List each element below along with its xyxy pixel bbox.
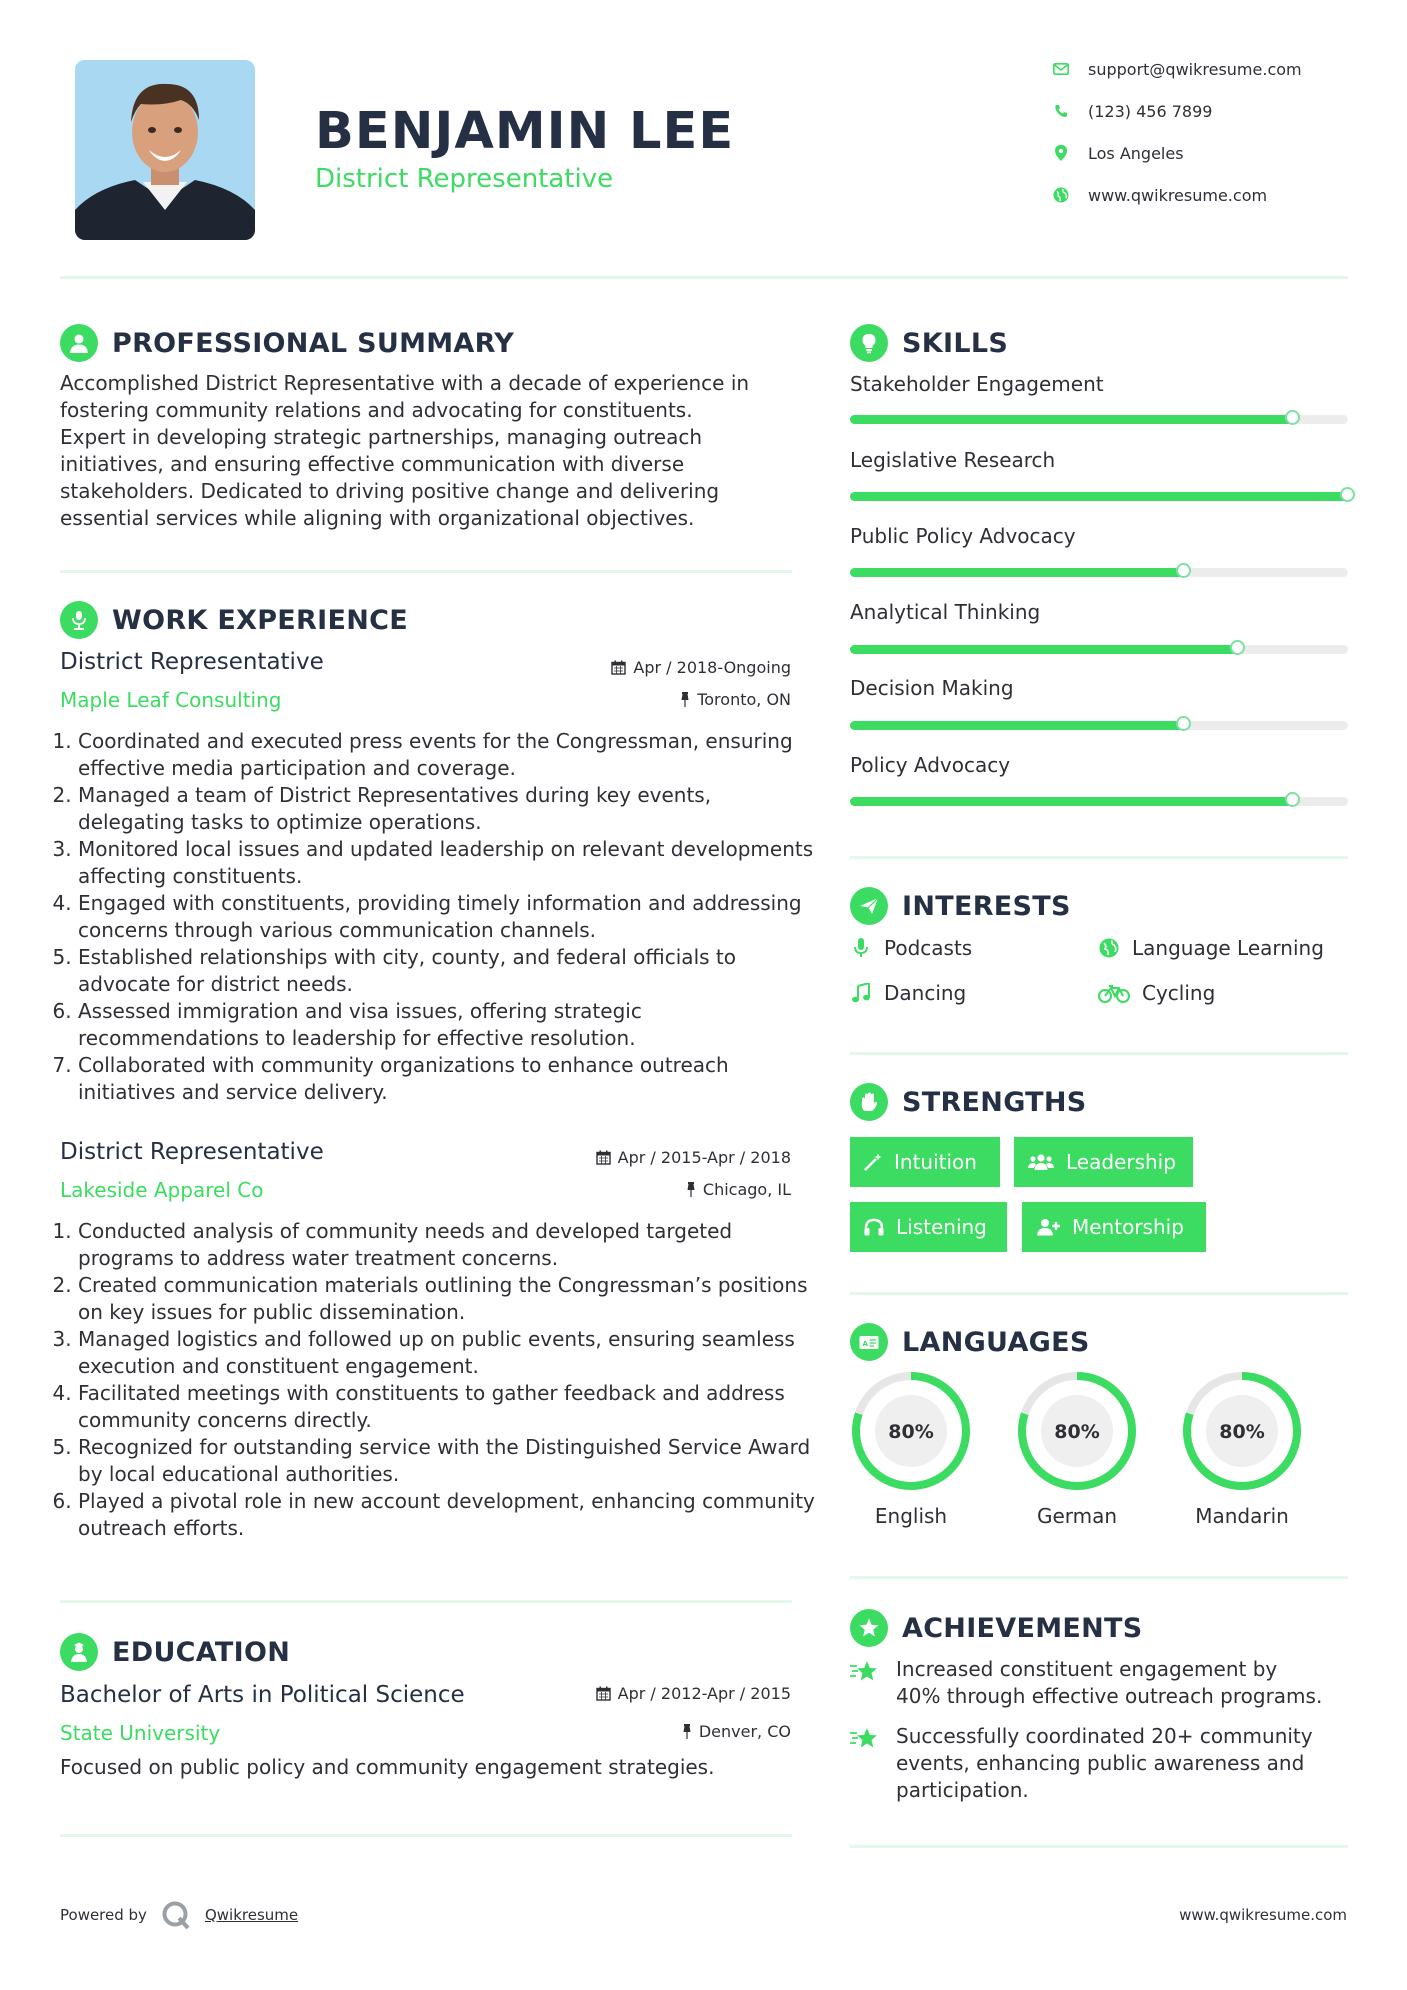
responsibility-item: 2. Created communication materials outlining the Congressman’s positions on key issues for public dissemination.	[78, 1272, 818, 1326]
responsibility-item: 6. Assessed immigration and visa issues, offering strategic recommendations to leadership for effective resolution.	[78, 998, 818, 1052]
lightbulb-icon	[850, 324, 888, 362]
profile-photo	[75, 60, 255, 240]
section-header-languages	[850, 1322, 1090, 1362]
section-header-summary	[60, 323, 514, 363]
job-location	[680, 690, 791, 709]
skill-bar-fill	[850, 645, 1238, 654]
achievement-line: 40% through effective outreach programs.	[896, 1684, 1323, 1708]
skill-label: Policy Advocacy	[850, 753, 1011, 777]
achievement-line: Increased constituent engagement by	[896, 1657, 1278, 1681]
section-header-experience	[60, 600, 408, 640]
header-divider	[60, 276, 1348, 279]
contact-phone[interactable]	[1052, 99, 1352, 123]
job-title: District Representative	[60, 649, 324, 675]
achievement-text	[896, 1723, 1313, 1804]
language-label: German	[1036, 1504, 1118, 1528]
language-ring	[1181, 1370, 1303, 1492]
pushpin-icon	[686, 1182, 696, 1197]
magic-wand-icon	[864, 1153, 882, 1171]
skill-bar-knob	[1340, 487, 1355, 502]
job-responsibilities	[52, 1218, 818, 1542]
candidate-role: District Representative	[315, 164, 614, 194]
strength-chip	[1014, 1137, 1193, 1187]
responsibility-item: 7. Collaborated with community organizations to enhance outreach initiatives and service delivery.	[78, 1052, 818, 1106]
calendar-icon	[596, 1150, 611, 1165]
interest-label: Language Learning	[1132, 936, 1324, 960]
summary-line: stakeholders. Dedicated to driving positive change and delivering	[60, 479, 720, 503]
strength-label: Leadership	[1066, 1150, 1176, 1174]
job-date-text: Apr / 2018-Ongoing	[633, 658, 791, 677]
language-label: Mandarin	[1195, 1504, 1289, 1528]
language-percent: 80%	[1219, 1421, 1265, 1443]
strength-chip	[850, 1137, 1000, 1187]
skill-bar-knob	[1285, 792, 1300, 807]
achievement-line: events, enhancing public awareness and	[896, 1751, 1305, 1775]
skill-bar	[850, 568, 1348, 577]
skill-bar-fill	[850, 415, 1293, 424]
language-percent: 80%	[1054, 1421, 1100, 1443]
footer-branding	[60, 1900, 298, 1930]
skill-label: Decision Making	[850, 676, 1014, 700]
qwikresume-logo-icon	[161, 1900, 191, 1930]
graduation-icon	[60, 1633, 98, 1671]
language-card-icon	[850, 1323, 888, 1361]
achievement-item	[850, 1656, 1348, 1710]
job-location-text: Chicago, IL	[702, 1180, 791, 1199]
strength-chip	[1022, 1202, 1206, 1252]
job-title: District Representative	[60, 1139, 324, 1165]
podium-icon	[60, 601, 98, 639]
education-location	[682, 1722, 791, 1741]
user-plus-icon	[1036, 1218, 1060, 1236]
calendar-icon	[596, 1686, 611, 1701]
star-icon	[850, 1660, 880, 1691]
education-date	[596, 1684, 791, 1703]
calendar-icon	[611, 660, 626, 675]
portrait-image	[75, 60, 255, 240]
skill-bar-fill	[850, 797, 1293, 806]
section-title: ACHIEVEMENTS	[902, 1612, 1143, 1644]
achievement-text	[896, 1656, 1322, 1710]
responsibility-item: 1. Conducted analysis of community needs and developed targeted programs to address water treatment concerns.	[78, 1218, 818, 1272]
contact-website-text: www.qwikresume.com	[1088, 185, 1268, 205]
interest-label: Cycling	[1142, 981, 1216, 1005]
skill-bar-knob	[1230, 640, 1245, 655]
pushpin-icon	[680, 692, 690, 707]
user-icon	[60, 324, 98, 362]
responsibility-item: 5. Established relationships with city, county, and federal officials to advocate for district needs.	[78, 944, 818, 998]
achievement-item	[850, 1723, 1348, 1804]
svg-text:A: A	[862, 1340, 868, 1348]
microphone-icon	[850, 938, 872, 958]
responsibility-item: 3. Monitored local issues and updated leadership on relevant developments affecting constituents.	[78, 836, 818, 890]
interest-item	[850, 936, 972, 960]
summary-line: fostering community relations and advocating for constituents.	[60, 398, 693, 422]
job-company: Maple Leaf Consulting	[60, 688, 282, 712]
headphones-icon	[864, 1218, 884, 1236]
job-date-text: Apr / 2015-Apr / 2018	[617, 1148, 791, 1167]
interest-item	[1098, 936, 1324, 960]
star-icon	[850, 1727, 880, 1758]
skill-bar-fill	[850, 568, 1184, 577]
section-title: WORK EXPERIENCE	[112, 604, 408, 636]
skill-bar-knob	[1285, 410, 1300, 425]
summary-line: initiatives, and ensuring effective communication with diverse	[60, 452, 685, 476]
star-icon	[850, 1609, 888, 1647]
skill-label: Stakeholder Engagement	[850, 372, 1104, 396]
skill-bar-knob	[1176, 563, 1191, 578]
skill-label: Public Policy Advocacy	[850, 524, 1076, 548]
language-percent: 80%	[888, 1421, 934, 1443]
candidate-name: BENJAMIN LEE	[315, 102, 735, 161]
job-date	[611, 658, 791, 677]
job-company: Lakeside Apparel Co	[60, 1178, 264, 1202]
degree-title: Bachelor of Arts in Political Science	[60, 1682, 465, 1708]
strength-label: Intuition	[894, 1150, 977, 1174]
summary-line: essential services while aligning with organizational objectives.	[60, 506, 695, 530]
section-divider	[850, 1576, 1348, 1579]
job-responsibilities	[52, 728, 818, 1106]
skill-bar-fill	[850, 721, 1184, 730]
powered-by-text: Powered by	[60, 1906, 147, 1924]
footer-website[interactable]: www.qwikresume.com	[1179, 1906, 1347, 1924]
skill-label: Analytical Thinking	[850, 600, 1041, 624]
education-date-text: Apr / 2012-Apr / 2015	[617, 1684, 791, 1703]
section-header-interests	[850, 886, 1071, 926]
responsibility-item: 2. Managed a team of District Representatives during key events, delegating tasks to optimize operations.	[78, 782, 818, 836]
phone-icon	[1052, 102, 1070, 120]
section-title: STRENGTHS	[902, 1086, 1087, 1118]
section-title: EDUCATION	[112, 1636, 291, 1668]
responsibility-item: 5. Recognized for outstanding service with the Distinguished Service Award by local educational authorities.	[78, 1434, 818, 1488]
interest-item	[1098, 981, 1215, 1005]
bicycle-icon	[1098, 983, 1130, 1003]
language-ring	[850, 1370, 972, 1492]
responsibility-item: 3. Managed logistics and followed up on public events, ensuring seamless execution and constituent engagement.	[78, 1326, 818, 1380]
section-title: SKILLS	[902, 327, 1009, 359]
skill-bar	[850, 415, 1348, 424]
contact-email[interactable]	[1052, 57, 1352, 81]
education-description: Focused on public policy and community engagement strategies.	[60, 1755, 715, 1779]
skill-label: Legislative Research	[850, 448, 1056, 472]
contact-location-text: Los Angeles	[1088, 143, 1184, 163]
skill-bar-knob	[1176, 716, 1191, 731]
contact-location	[1052, 141, 1352, 165]
section-divider	[60, 1834, 792, 1837]
job-location	[686, 1180, 791, 1199]
users-icon	[1028, 1153, 1054, 1171]
section-title: LANGUAGES	[902, 1326, 1090, 1358]
pushpin-icon	[682, 1724, 692, 1739]
interest-item	[850, 981, 966, 1005]
skill-bar	[850, 797, 1348, 806]
section-divider	[60, 1600, 792, 1603]
section-divider	[850, 1292, 1348, 1295]
qwikresume-link[interactable]: Qwikresume	[204, 1906, 299, 1924]
strength-chip	[850, 1202, 1007, 1252]
contact-website[interactable]	[1052, 183, 1352, 207]
responsibility-item: 1. Coordinated and executed press events for the Congressman, ensuring effective media participation and coverage.	[78, 728, 818, 782]
responsibility-item: 6. Played a pivotal role in new account development, enhancing community outreach efforts.	[78, 1488, 818, 1542]
globe-icon	[1098, 938, 1120, 958]
section-header-strengths	[850, 1082, 1087, 1122]
achievement-line: Successfully coordinated 20+ community	[896, 1724, 1313, 1748]
envelope-icon	[1052, 60, 1070, 78]
job-date	[596, 1148, 791, 1167]
interest-label: Podcasts	[884, 936, 973, 960]
language-label: English	[874, 1504, 948, 1528]
contact-phone-text: (123) 456 7899	[1088, 101, 1213, 121]
skill-bar	[850, 721, 1348, 730]
summary-text	[60, 370, 800, 532]
section-divider	[850, 1845, 1348, 1848]
section-divider	[850, 1052, 1348, 1055]
section-title: PROFESSIONAL SUMMARY	[112, 327, 515, 359]
skill-bar	[850, 492, 1348, 501]
section-title: INTERESTS	[902, 890, 1071, 922]
section-header-achievements	[850, 1608, 1143, 1648]
section-divider	[60, 570, 792, 573]
globe-icon	[1052, 186, 1070, 204]
music-note-icon	[850, 983, 872, 1003]
contact-email-text: support@qwikresume.com	[1088, 59, 1302, 79]
paper-plane-icon	[850, 887, 888, 925]
school-name: State University	[60, 1721, 221, 1745]
section-header-skills	[850, 323, 1008, 363]
section-divider	[850, 856, 1348, 859]
location-pin-icon	[1052, 144, 1070, 162]
job-location-text: Toronto, ON	[697, 690, 791, 709]
education-location-text: Denver, CO	[698, 1722, 791, 1741]
interest-label: Dancing	[884, 981, 967, 1005]
strength-label: Listening	[896, 1215, 987, 1239]
responsibility-item: 4. Engaged with constituents, providing timely information and addressing concerns through various communication channels.	[78, 890, 818, 944]
skill-bar-fill	[850, 492, 1348, 501]
language-ring	[1016, 1370, 1138, 1492]
section-header-education	[60, 1632, 290, 1672]
responsibility-item: 4. Facilitated meetings with constituents to gather feedback and address community concerns directly.	[78, 1380, 818, 1434]
summary-line: Expert in developing strategic partnerships, managing outreach	[60, 425, 703, 449]
strength-label: Mentorship	[1072, 1215, 1184, 1239]
hand-icon	[850, 1083, 888, 1121]
achievement-line: participation.	[896, 1778, 1029, 1802]
summary-line: Accomplished District Representative with a decade of experience in	[60, 371, 750, 395]
skill-bar	[850, 645, 1348, 654]
